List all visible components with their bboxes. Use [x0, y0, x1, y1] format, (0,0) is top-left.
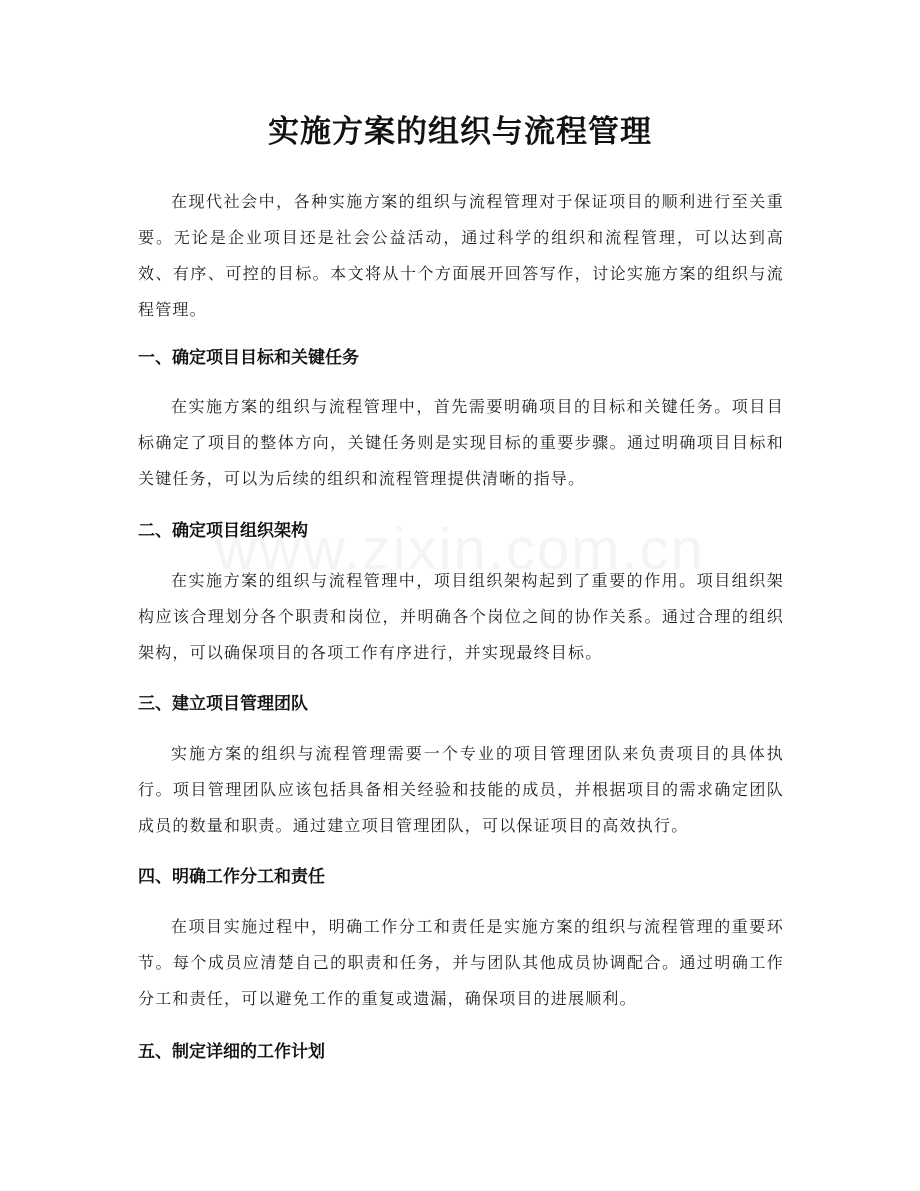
section-body-3: 实施方案的组织与流程管理需要一个专业的项目管理团队来负责项目的具体执行。项目管理团队应该包括具备相关经验和技能的成员，并根据项目的需求确定团队成员的数量和职责。通过建立项目管理团队，可以保证项目的高效执行。	[138, 744, 784, 835]
section-heading-5: 五、制定详细的工作计划	[138, 1042, 325, 1062]
section-body-2: 在实施方案的组织与流程管理中，项目组织架构起到了重要的作用。项目组织架构应该合理划分各个职责和岗位，并明确各个岗位之间的协作关系。通过合理的组织架构，可以确保项目的各项工作有序进行，并实现最终目标。	[138, 571, 784, 662]
section-body-1: 在实施方案的组织与流程管理中，首先需要明确项目的目标和关键任务。项目目标确定了项目的整体方向，关键任务则是实现目标的重要步骤。通过明确项目目标和关键任务，可以为后续的组织和流程管理提供清晰的指导。	[138, 397, 784, 488]
section-heading-1: 一、确定项目目标和关键任务	[138, 348, 359, 368]
section-heading-2: 二、确定项目组织架构	[138, 521, 308, 541]
section-heading-4: 四、明确工作分工和责任	[138, 867, 325, 887]
section-body-4: 在项目实施过程中，明确工作分工和责任是实施方案的组织与流程管理的重要环节。每个成员应清楚自己的职责和任务，并与团队其他成员协调配合。通过明确工作分工和责任，可以避免工作的重复或遗漏，确保项目的进展顺利。	[138, 917, 784, 1008]
document-title: 实施方案的组织与流程管理	[268, 114, 652, 150]
section-heading-3: 三、建立项目管理团队	[138, 694, 308, 714]
intro-paragraph: 在现代社会中，各种实施方案的组织与流程管理对于保证项目的顺利进行至关重要。无论是企业项目还是社会公益活动，通过科学的组织和流程管理，可以达到高效、有序、可控的目标。本文将从十个方面展开回答写作，讨论实施方案的组织与流程管理。	[138, 192, 784, 319]
